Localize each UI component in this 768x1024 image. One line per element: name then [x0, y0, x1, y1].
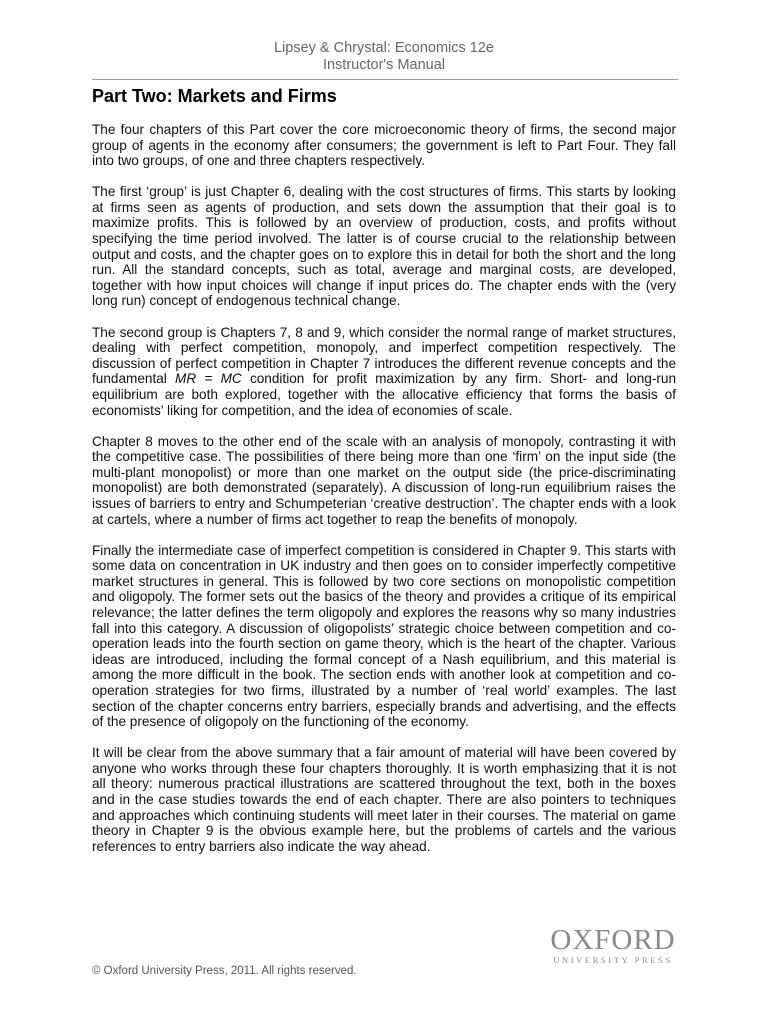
paragraph-chapter-8: Chapter 8 moves to the other end of the scale with an analysis of monopoly, contrasting it with the competitive case. The possibilities of there being more than one ‘firm’ on the input side (the multi-plant monopolist) or more than one market on the output side (the price-discriminating monopolist) are both demonstrated (separately). A discussion of long-run equilibrium raises the issues of barriers to entry and Schumpeterian ‘creative destruction’. The chapter ends with a look at cartels, where a number of firms act together to reap the benefits of monopoly.	[92, 433, 676, 527]
paragraph-chapter-6: The first ‘group’ is just Chapter 6, dealing with the cost structures of firms. This starts by looking at firms seen as agents of production, and sets down the assumption that their goal is to maximize profits. This is followed by an overview of production, costs, and profits without specifying the time period involved. The latter is of course crucial to the relationship between output and costs, and the chapter goes on to explore this in detail for both the short and the long run. All the standard concepts, such as total, average and marginal costs, are developed, together with how input choices will change if input prices do. The chapter ends with the (very long run) concept of endogenous technical change.	[92, 184, 676, 309]
paragraph-chapter-9: Finally the intermediate case of imperfect competition is considered in Chapter 9. This starts with some data on concentration in UK industry and then goes on to consider imperfectly competitive market structures in general. This is followed by two core sections on monopolistic competition and oligopoly. The former sets out the basics of the theory and provides a critique of its empirical relevance; the latter defines the term oligopoly and explores the reasons why so many industries fall into this category. A discussion of oligopolists’ strategic choice between competition and co-operation leads into the fourth section on game theory, which is the heart of the chapter. Various ideas are introduced, including the formal concept of a Nash equilibrium, and this material is among the more difficult in the book. The section ends with another look at competition and co-operation strategies for two firms, illustrated by a number of ‘real world’ examples. The last section of the chapter concerns entry barriers, especially brands and advertising, and the effects of the presence of oligopoly on the functioning of the economy.	[92, 542, 676, 730]
paragraph-intro: The four chapters of this Part cover the core microeconomic theory of firms, the second major group of agents in the economy after consumers; the government is left to Part Four. They fall into two groups, of one and three chapters respectively.	[92, 122, 676, 169]
mr-equals-mc-formula: MR = MC	[175, 371, 242, 387]
logo-wordmark: OXFORD	[550, 924, 676, 956]
logo-subtitle: UNIVERSITY PRESS	[553, 955, 673, 965]
body-text	[92, 122, 676, 870]
running-header	[92, 40, 676, 74]
paragraph-summary: It will be clear from the above summary that a fair amount of material will have been covered by anyone who works through these four chapters thoroughly. It is worth emphasizing that it is not all theory: numerous practical illustrations are scattered throughout the text, both in the boxes and in the case studies towards the end of each chapter. There are also pointers to techniques and approaches which continuing students will meet later in their courses. The material on game theory in Chapter 9 is the obvious example here, but the problems of cartels and the various references to entry barriers also indicate the way ahead.	[92, 745, 676, 854]
oxford-logo	[548, 925, 678, 965]
page-title: Part Two: Markets and Firms	[92, 86, 337, 106]
copyright-footer: © Oxford University Press, 2011. All rights reserved.	[92, 965, 357, 977]
header-manual-title: Instructor's Manual	[322, 57, 446, 73]
paragraph-chapter-7: The second group is Chapters 7, 8 and 9, which consider the normal range of market structures, dealing with perfect competition, monopoly, and imperfect competition respectively. The discussion of perfect competition in Chapter 7 introduces the different revenue concepts and the fundamental MR = MC condition for profit maximization by any firm. Short- and long-run equilibrium are both explored, together with the allocative efficiency that forms the basis of economists’ liking for competition, and the idea of economies of scale.	[92, 324, 676, 418]
header-book-title: Lipsey & Chrystal: Economics 12e	[273, 40, 494, 56]
header-divider	[92, 79, 678, 80]
